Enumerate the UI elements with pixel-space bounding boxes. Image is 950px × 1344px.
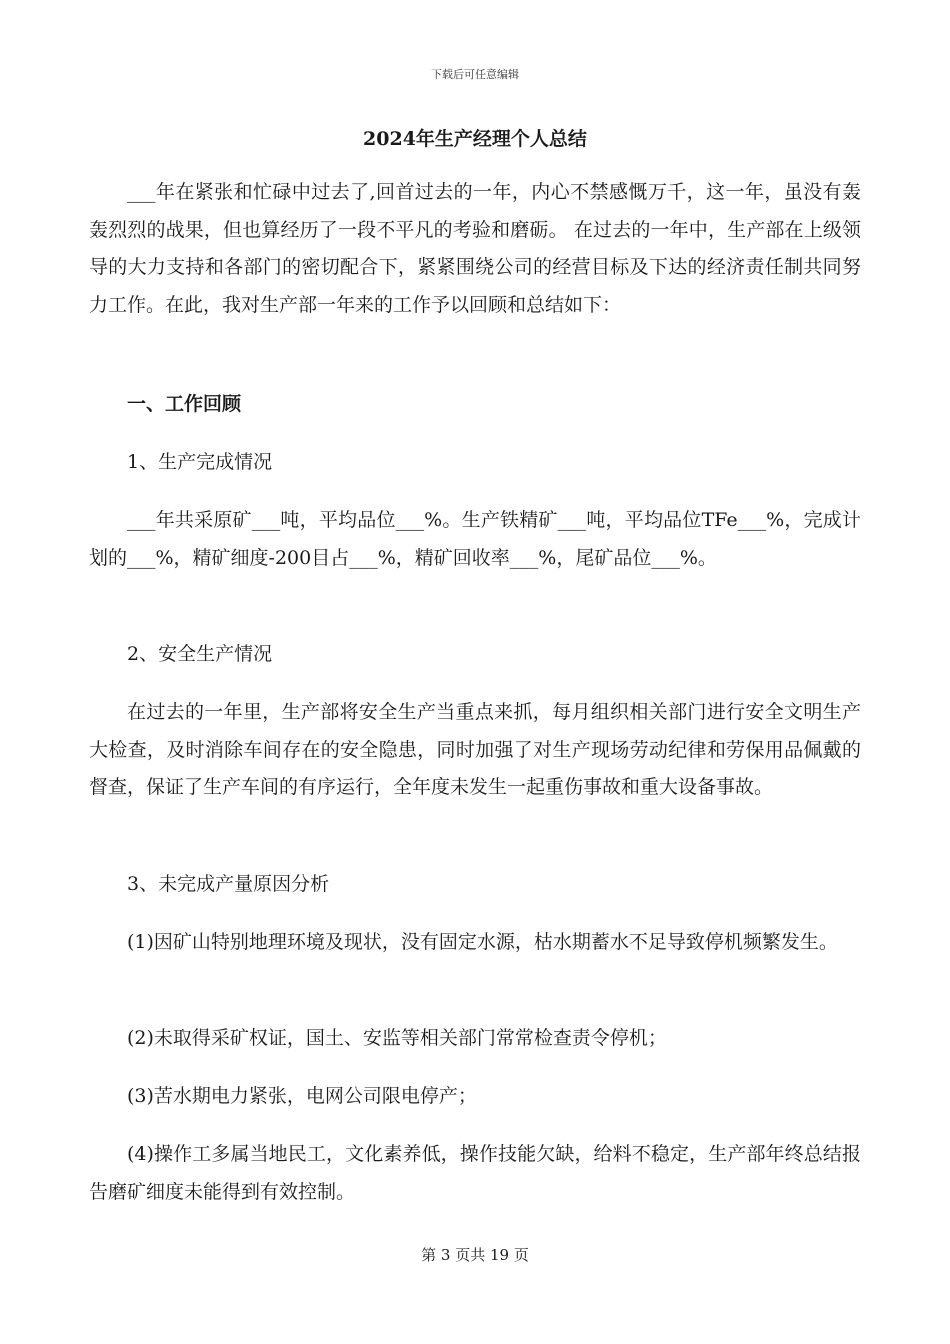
intro-paragraph: ___年在紧张和忙碌中过去了,回首过去的一年，内心不禁感慨万千，这一年，虽没有轰轰烈烈的战果，但也算经历了一段不平凡的考验和磨砺。 在过去的一年中，生产部在上级领导的大力支持和各部门的密切配合下，紧紧围绕公司的经营目标及下达的经济责任制共同努力工作。在此，我对生产部一年来的工作予以回顾和总结如下： xyxy=(89,181,861,316)
reason-item-2: (2)未取得采矿权证，国土、安监等相关部门常常检查责令停机； xyxy=(127,1027,667,1049)
reason-item-3: (3)苦水期电力紧张，电网公司限电停产； xyxy=(127,1085,477,1107)
subheading-production: 1、生产完成情况 xyxy=(127,451,273,473)
header-note: 下载后可任意编辑 xyxy=(431,68,519,81)
section-heading-work-review: 一、工作回顾 xyxy=(127,393,242,415)
safety-paragraph: 在过去的一年里，生产部将安全生产当重点来抓，每月组织相关部门进行安全文明生产大检查，及时消除车间存在的安全隐患，同时加强了对生产现场劳动纪律和劳保用品佩戴的督查，保证了生产车间的有序运行，全年度未发生一起重伤事故和重大设备事故。 xyxy=(89,701,861,798)
page-footer: 第 3 页共 19 页 xyxy=(421,1246,529,1264)
production-paragraph: ___年共采原矿___吨，平均品位___%。生产铁精矿___吨，平均品位TFe___%，完成计划的___%，精矿细度-200目占___%，精矿回收率___%，尾矿品位___%。 xyxy=(89,509,861,569)
reason-item-4: (4)操作工多属当地民工，文化素养低，操作技能欠缺，给料不稳定，生产部年终总结报告磨矿细度未能得到有效控制。 xyxy=(89,1143,861,1203)
subheading-safety: 2、安全生产情况 xyxy=(127,643,273,665)
document-title: 2024年生产经理个人总结 xyxy=(363,128,587,150)
reason-item-1: (1)因矿山特别地理环境及现状，没有固定水源，枯水期蓄水不足导致停机频繁发生。 xyxy=(127,931,838,953)
subheading-shortfall-analysis: 3、未完成产量原因分析 xyxy=(127,873,330,895)
